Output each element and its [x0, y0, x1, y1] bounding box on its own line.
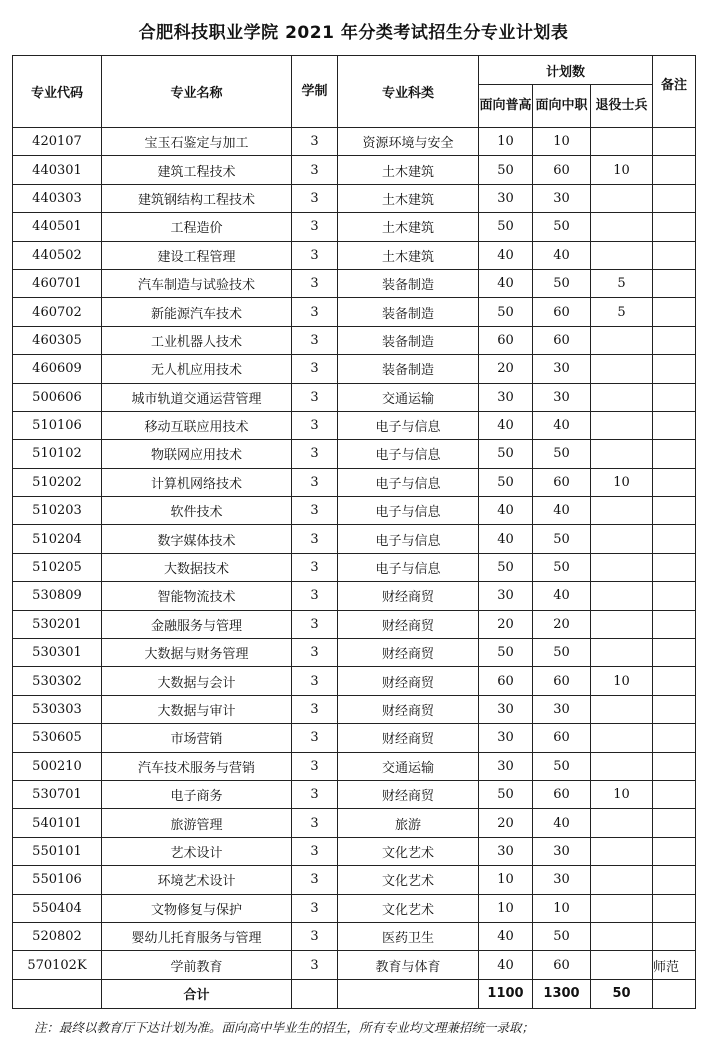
cell-years: 3 — [292, 383, 338, 411]
cell-category: 交通运输 — [338, 383, 479, 411]
cell-name: 移动互联应用技术 — [102, 411, 292, 439]
cell-veterans — [591, 355, 653, 383]
table-row — [13, 156, 696, 184]
cell-remarks — [653, 667, 696, 695]
cell-category: 财经商贸 — [338, 639, 479, 667]
table-row — [13, 724, 696, 752]
cell-code: 440502 — [13, 241, 102, 269]
cell-veterans — [591, 213, 653, 241]
cell-years: 3 — [292, 724, 338, 752]
cell-code: 520802 — [13, 922, 102, 950]
cell-years: 3 — [292, 582, 338, 610]
table-row — [13, 213, 696, 241]
cell-category: 财经商贸 — [338, 724, 479, 752]
cell-years: 3 — [292, 639, 338, 667]
cell-veterans — [591, 383, 653, 411]
cell-remarks — [653, 468, 696, 496]
cell-veterans — [591, 440, 653, 468]
cell-name: 文物修复与保护 — [102, 894, 292, 922]
table-row — [13, 468, 696, 496]
cell-code: 530201 — [13, 610, 102, 638]
cell-category: 土木建筑 — [338, 241, 479, 269]
cell-years: 3 — [292, 894, 338, 922]
header-years: 学制 — [292, 56, 338, 128]
cell-code: 460701 — [13, 269, 102, 297]
cell-vocational: 60 — [533, 780, 591, 808]
cell-vocational: 10 — [533, 128, 591, 156]
cell-general: 50 — [479, 440, 533, 468]
page-title: 合肥科技职业学院 2021 年分类考试招生分专业计划表 — [138, 23, 569, 43]
cell-veterans — [591, 525, 653, 553]
cell-years: 3 — [292, 525, 338, 553]
cell-vocational: 30 — [533, 866, 591, 894]
cell-years: 3 — [292, 780, 338, 808]
cell-general: 50 — [479, 639, 533, 667]
cell-vocational: 30 — [533, 837, 591, 865]
cell-name: 大数据与会计 — [102, 667, 292, 695]
cell-name: 学前教育 — [102, 951, 292, 979]
cell-years: 3 — [292, 411, 338, 439]
cell-name: 工业机器人技术 — [102, 326, 292, 354]
cell-code: 510204 — [13, 525, 102, 553]
cell-code: 530809 — [13, 582, 102, 610]
cell-code: 460305 — [13, 326, 102, 354]
cell-code: 460609 — [13, 355, 102, 383]
cell-vocational: 30 — [533, 383, 591, 411]
cell-code: 460702 — [13, 298, 102, 326]
cell-name: 大数据与审计 — [102, 695, 292, 723]
cell-years: 3 — [292, 440, 338, 468]
table-row — [13, 497, 696, 525]
cell-category: 医药卫生 — [338, 922, 479, 950]
cell-general: 30 — [479, 383, 533, 411]
header-code: 专业代码 — [13, 56, 102, 128]
cell-name: 市场营销 — [102, 724, 292, 752]
cell-code: 530605 — [13, 724, 102, 752]
table-row — [13, 525, 696, 553]
table-body — [13, 128, 696, 980]
cell-remarks — [653, 837, 696, 865]
cell-category: 装备制造 — [338, 326, 479, 354]
table-row — [13, 241, 696, 269]
cell-vocational: 20 — [533, 610, 591, 638]
cell-veterans: 10 — [591, 156, 653, 184]
cell-name: 数字媒体技术 — [102, 525, 292, 553]
cell-vocational: 60 — [533, 468, 591, 496]
cell-years: 3 — [292, 837, 338, 865]
table-row — [13, 780, 696, 808]
cell-name: 计算机网络技术 — [102, 468, 292, 496]
cell-category: 装备制造 — [338, 355, 479, 383]
table-row — [13, 809, 696, 837]
cell-years: 3 — [292, 184, 338, 212]
cell-category: 电子与信息 — [338, 440, 479, 468]
cell-code: 530301 — [13, 639, 102, 667]
cell-code: 440303 — [13, 184, 102, 212]
cell-remarks — [653, 184, 696, 212]
cell-remarks — [653, 440, 696, 468]
cell-years: 3 — [292, 610, 338, 638]
cell-years: 3 — [292, 497, 338, 525]
cell-category: 财经商贸 — [338, 610, 479, 638]
cell-name: 艺术设计 — [102, 837, 292, 865]
cell-category: 文化艺术 — [338, 837, 479, 865]
table-row — [13, 184, 696, 212]
cell-years: 3 — [292, 667, 338, 695]
header-name: 专业名称 — [102, 56, 292, 128]
total-veterans: 50 — [591, 979, 653, 1008]
cell-veterans — [591, 610, 653, 638]
cell-vocational: 40 — [533, 241, 591, 269]
cell-general: 40 — [479, 241, 533, 269]
cell-code: 540101 — [13, 809, 102, 837]
total-label: 合计 — [102, 979, 292, 1008]
cell-remarks — [653, 894, 696, 922]
cell-code: 530303 — [13, 695, 102, 723]
cell-general: 40 — [479, 269, 533, 297]
cell-remarks — [653, 809, 696, 837]
cell-veterans — [591, 695, 653, 723]
cell-category: 交通运输 — [338, 752, 479, 780]
cell-general: 30 — [479, 695, 533, 723]
cell-vocational: 60 — [533, 724, 591, 752]
cell-code: 510106 — [13, 411, 102, 439]
table-row — [13, 440, 696, 468]
cell-code: 420107 — [13, 128, 102, 156]
cell-code: 550101 — [13, 837, 102, 865]
cell-general: 50 — [479, 213, 533, 241]
cell-name: 建筑工程技术 — [102, 156, 292, 184]
cell-general: 50 — [479, 156, 533, 184]
cell-category: 土木建筑 — [338, 213, 479, 241]
cell-remarks — [653, 411, 696, 439]
cell-name: 建设工程管理 — [102, 241, 292, 269]
cell-category: 财经商贸 — [338, 780, 479, 808]
cell-years: 3 — [292, 951, 338, 979]
cell-veterans — [591, 894, 653, 922]
cell-general: 20 — [479, 809, 533, 837]
table-row — [13, 269, 696, 297]
cell-vocational: 60 — [533, 298, 591, 326]
header-general: 面向普高 — [479, 85, 533, 128]
cell-general: 60 — [479, 667, 533, 695]
cell-category: 旅游 — [338, 809, 479, 837]
cell-name: 环境艺术设计 — [102, 866, 292, 894]
cell-code: 530701 — [13, 780, 102, 808]
cell-remarks — [653, 695, 696, 723]
cell-veterans — [591, 866, 653, 894]
header-veterans: 退役士兵 — [591, 85, 653, 128]
cell-general: 60 — [479, 326, 533, 354]
cell-veterans — [591, 497, 653, 525]
cell-remarks: 师范 — [653, 951, 696, 979]
cell-years: 3 — [292, 269, 338, 297]
cell-veterans: 5 — [591, 269, 653, 297]
cell-remarks — [653, 298, 696, 326]
cell-category: 电子与信息 — [338, 553, 479, 581]
table-row — [13, 866, 696, 894]
cell-remarks — [653, 383, 696, 411]
cell-general: 10 — [479, 866, 533, 894]
table-row — [13, 298, 696, 326]
cell-vocational: 30 — [533, 355, 591, 383]
cell-category: 土木建筑 — [338, 184, 479, 212]
cell-code: 550106 — [13, 866, 102, 894]
cell-category: 财经商贸 — [338, 667, 479, 695]
cell-code: 510202 — [13, 468, 102, 496]
cell-vocational: 50 — [533, 553, 591, 581]
cell-vocational: 50 — [533, 639, 591, 667]
cell-category: 文化艺术 — [338, 894, 479, 922]
cell-name: 新能源汽车技术 — [102, 298, 292, 326]
header-plan: 计划数 — [479, 56, 653, 85]
table-row — [13, 894, 696, 922]
cell-name: 智能物流技术 — [102, 582, 292, 610]
cell-veterans — [591, 128, 653, 156]
cell-years: 3 — [292, 922, 338, 950]
cell-veterans: 10 — [591, 780, 653, 808]
cell-code: 510102 — [13, 440, 102, 468]
cell-general: 40 — [479, 951, 533, 979]
cell-vocational: 40 — [533, 497, 591, 525]
cell-category: 土木建筑 — [338, 156, 479, 184]
cell-years: 3 — [292, 809, 338, 837]
cell-category: 教育与体育 — [338, 951, 479, 979]
table-row — [13, 922, 696, 950]
cell-years: 3 — [292, 695, 338, 723]
cell-category: 装备制造 — [338, 269, 479, 297]
table-row — [13, 355, 696, 383]
cell-vocational: 60 — [533, 951, 591, 979]
cell-veterans: 10 — [591, 468, 653, 496]
cell-remarks — [653, 326, 696, 354]
cell-code: 570102K — [13, 951, 102, 979]
cell-category: 资源环境与安全 — [338, 128, 479, 156]
cell-name: 工程造价 — [102, 213, 292, 241]
cell-vocational: 50 — [533, 440, 591, 468]
cell-category: 电子与信息 — [338, 497, 479, 525]
cell-veterans — [591, 837, 653, 865]
cell-name: 宝玉石鉴定与加工 — [102, 128, 292, 156]
cell-remarks — [653, 241, 696, 269]
cell-vocational: 40 — [533, 809, 591, 837]
cell-code: 500606 — [13, 383, 102, 411]
cell-veterans — [591, 582, 653, 610]
cell-years: 3 — [292, 326, 338, 354]
cell-remarks — [653, 639, 696, 667]
cell-years: 3 — [292, 298, 338, 326]
total-vocational: 1300 — [533, 979, 591, 1008]
cell-remarks — [653, 213, 696, 241]
cell-vocational: 50 — [533, 525, 591, 553]
cell-years: 3 — [292, 468, 338, 496]
cell-name: 大数据与财务管理 — [102, 639, 292, 667]
cell-veterans — [591, 724, 653, 752]
header-vocational: 面向中职 — [533, 85, 591, 128]
table-row — [13, 383, 696, 411]
cell-vocational: 30 — [533, 184, 591, 212]
cell-years: 3 — [292, 213, 338, 241]
cell-code: 500210 — [13, 752, 102, 780]
cell-name: 汽车技术服务与营销 — [102, 752, 292, 780]
cell-remarks — [653, 582, 696, 610]
cell-years: 3 — [292, 752, 338, 780]
cell-name: 婴幼儿托育服务与管理 — [102, 922, 292, 950]
cell-general: 40 — [479, 497, 533, 525]
cell-remarks — [653, 525, 696, 553]
table-row — [13, 667, 696, 695]
cell-remarks — [653, 752, 696, 780]
cell-category: 文化艺术 — [338, 866, 479, 894]
cell-veterans — [591, 752, 653, 780]
cell-vocational: 60 — [533, 156, 591, 184]
cell-general: 50 — [479, 780, 533, 808]
cell-veterans — [591, 411, 653, 439]
cell-code: 530302 — [13, 667, 102, 695]
total-row — [13, 979, 696, 1008]
table-row — [13, 326, 696, 354]
cell-remarks — [653, 128, 696, 156]
cell-remarks — [653, 922, 696, 950]
cell-code: 550404 — [13, 894, 102, 922]
cell-vocational: 50 — [533, 922, 591, 950]
cell-name: 无人机应用技术 — [102, 355, 292, 383]
cell-veterans — [591, 241, 653, 269]
cell-name: 旅游管理 — [102, 809, 292, 837]
table-row — [13, 695, 696, 723]
cell-general: 20 — [479, 610, 533, 638]
cell-remarks — [653, 269, 696, 297]
cell-code: 440501 — [13, 213, 102, 241]
cell-vocational: 40 — [533, 411, 591, 439]
table-row — [13, 837, 696, 865]
cell-veterans — [591, 809, 653, 837]
table-row — [13, 128, 696, 156]
cell-years: 3 — [292, 241, 338, 269]
footnote: 注：最终以教育厅下达计划为准。面向高中毕业生的招生，所有专业均文理兼招统一录取； — [34, 1020, 535, 1035]
cell-years: 3 — [292, 128, 338, 156]
cell-vocational: 60 — [533, 326, 591, 354]
cell-vocational: 50 — [533, 213, 591, 241]
cell-remarks — [653, 156, 696, 184]
cell-veterans — [591, 184, 653, 212]
cell-vocational: 40 — [533, 582, 591, 610]
cell-name: 汽车制造与试验技术 — [102, 269, 292, 297]
cell-general: 10 — [479, 128, 533, 156]
cell-name: 金融服务与管理 — [102, 610, 292, 638]
cell-years: 3 — [292, 866, 338, 894]
cell-general: 30 — [479, 582, 533, 610]
cell-general: 30 — [479, 837, 533, 865]
cell-years: 3 — [292, 355, 338, 383]
cell-veterans — [591, 326, 653, 354]
cell-general: 50 — [479, 298, 533, 326]
cell-general: 50 — [479, 468, 533, 496]
cell-remarks — [653, 780, 696, 808]
cell-category: 财经商贸 — [338, 582, 479, 610]
cell-name: 物联网应用技术 — [102, 440, 292, 468]
table-row — [13, 951, 696, 979]
cell-vocational: 30 — [533, 695, 591, 723]
cell-name: 电子商务 — [102, 780, 292, 808]
cell-general: 40 — [479, 411, 533, 439]
cell-veterans — [591, 922, 653, 950]
cell-category: 电子与信息 — [338, 411, 479, 439]
cell-category: 装备制造 — [338, 298, 479, 326]
header-remarks: 备注 — [653, 56, 696, 128]
table-row — [13, 639, 696, 667]
cell-remarks — [653, 724, 696, 752]
cell-general: 40 — [479, 525, 533, 553]
table-row — [13, 553, 696, 581]
cell-vocational: 60 — [533, 667, 591, 695]
cell-years: 3 — [292, 553, 338, 581]
cell-code: 440301 — [13, 156, 102, 184]
cell-years: 3 — [292, 156, 338, 184]
cell-code: 510205 — [13, 553, 102, 581]
table-row — [13, 411, 696, 439]
table-row — [13, 610, 696, 638]
cell-veterans — [591, 951, 653, 979]
cell-name: 城市轨道交通运营管理 — [102, 383, 292, 411]
table-row — [13, 582, 696, 610]
cell-remarks — [653, 866, 696, 894]
cell-veterans — [591, 553, 653, 581]
cell-vocational: 10 — [533, 894, 591, 922]
cell-general: 30 — [479, 724, 533, 752]
cell-remarks — [653, 610, 696, 638]
cell-veterans: 5 — [591, 298, 653, 326]
cell-general: 20 — [479, 355, 533, 383]
cell-remarks — [653, 355, 696, 383]
cell-general: 10 — [479, 894, 533, 922]
cell-vocational: 50 — [533, 269, 591, 297]
table-row — [13, 752, 696, 780]
cell-general: 40 — [479, 922, 533, 950]
cell-category: 电子与信息 — [338, 468, 479, 496]
cell-code: 510203 — [13, 497, 102, 525]
cell-remarks — [653, 553, 696, 581]
header-category: 专业科类 — [338, 56, 479, 128]
cell-general: 30 — [479, 752, 533, 780]
cell-veterans — [591, 639, 653, 667]
cell-name: 软件技术 — [102, 497, 292, 525]
cell-category: 电子与信息 — [338, 525, 479, 553]
enrollment-plan-table — [12, 55, 696, 1009]
cell-veterans: 10 — [591, 667, 653, 695]
cell-name: 建筑钢结构工程技术 — [102, 184, 292, 212]
cell-name: 大数据技术 — [102, 553, 292, 581]
cell-vocational: 50 — [533, 752, 591, 780]
total-general: 1100 — [479, 979, 533, 1008]
cell-general: 30 — [479, 184, 533, 212]
cell-category: 财经商贸 — [338, 695, 479, 723]
cell-remarks — [653, 497, 696, 525]
cell-general: 50 — [479, 553, 533, 581]
